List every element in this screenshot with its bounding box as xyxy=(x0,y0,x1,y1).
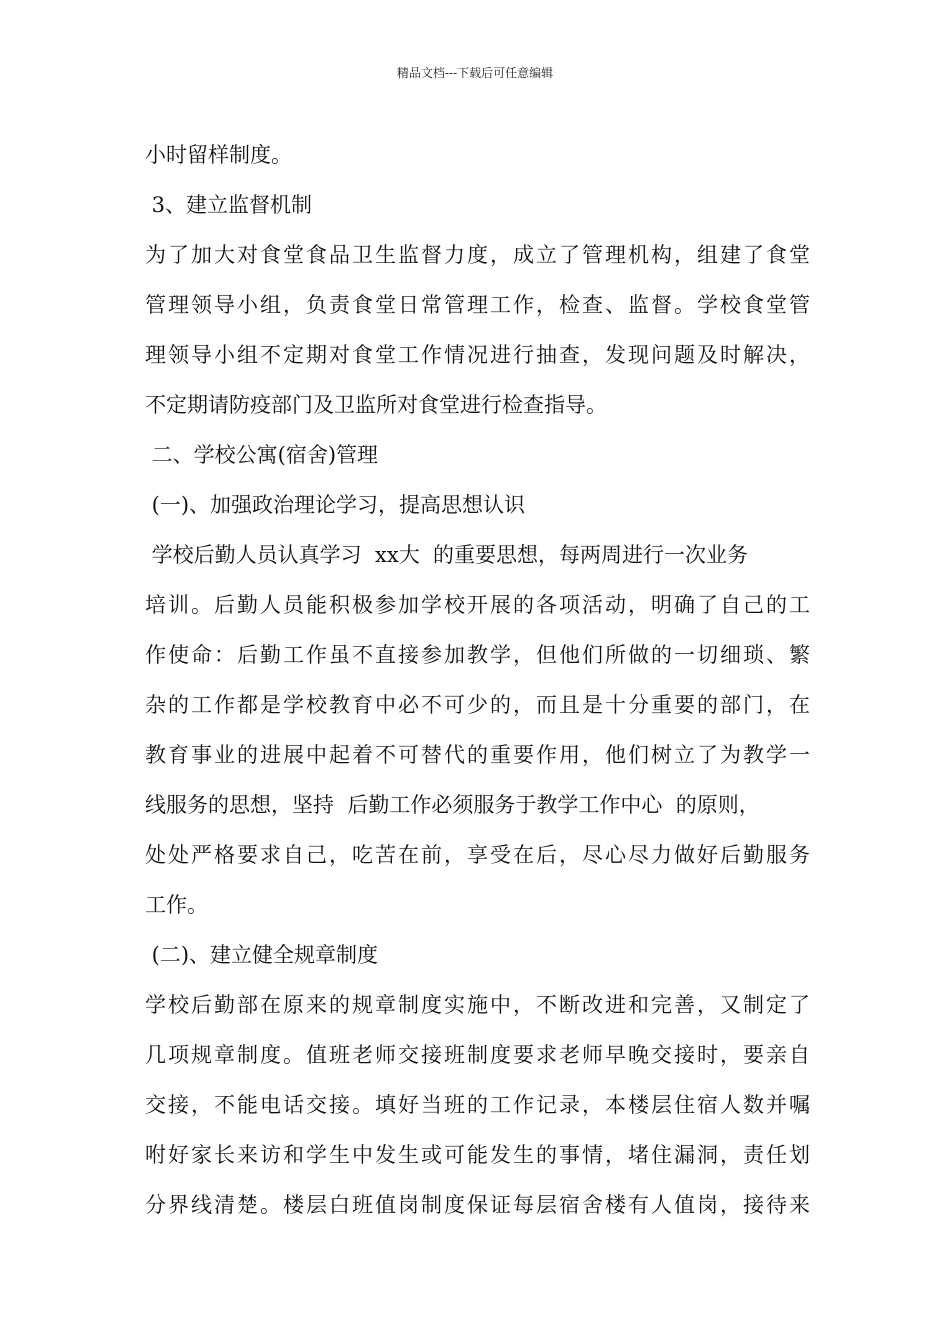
text-line: 培训。后勤人员能积极参加学校开展的各项活动，明确了自己的工 xyxy=(145,593,810,617)
section-heading: (一)、加强政治理论学习，提高思想认识 xyxy=(145,493,526,517)
text-line: 理领导小组不定期对食堂工作情况进行抽查，发现问题及时解决， xyxy=(145,343,810,367)
document-body xyxy=(145,130,810,1230)
text-line: 为了加大对食堂食品卫生监督力度，成立了管理机构，组建了食堂 xyxy=(145,243,810,267)
text-line: 杂的工作都是学校教育中必不可少的，而且是十分重要的部门，在 xyxy=(145,693,810,717)
text-line: 咐好家长来访和学生中发生或可能发生的事情，堵住漏洞，责任划 xyxy=(145,1143,810,1167)
text-line: 管理领导小组，负责食堂日常管理工作，检查、监督。学校食堂管 xyxy=(145,293,810,317)
text-line: 作使命：后勤工作虽不直接参加教学，但他们所做的一切细琐、繁 xyxy=(145,643,810,667)
text-line: 学校后勤人员认真学习 xx大 的重要思想，每两周进行一次业务 xyxy=(145,543,749,567)
text-line: 处处严格要求自己，吃苦在前，享受在后，尽心尽力做好后勤服务 xyxy=(145,843,810,867)
text-line: 小时留样制度。 xyxy=(145,143,292,167)
section-heading: 3、建立监督机制 xyxy=(145,193,313,217)
section-heading: 二、学校公寓(宿舍)管理 xyxy=(145,443,379,467)
text-line: 教育事业的进展中起着不可替代的重要作用，他们树立了为教学一 xyxy=(145,743,810,767)
text-line: 几项规章制度。值班老师交接班制度要求老师早晚交接时，要亲自 xyxy=(145,1043,810,1067)
text-line: 学校后勤部在原来的规章制度实施中，不断改进和完善，又制定了 xyxy=(145,993,810,1017)
text-line: 不定期请防疫部门及卫监所对食堂进行检查指导。 xyxy=(145,393,607,417)
section-heading: (二)、建立健全规章制度 xyxy=(145,943,379,967)
text-line: 分界线清楚。楼层白班值岗制度保证每层宿舍楼有人值岗，接待来 xyxy=(145,1193,810,1217)
text-line: 工作。 xyxy=(145,893,208,917)
text-line: 交接，不能电话交接。填好当班的工作记录，本楼层住宿人数并嘱 xyxy=(145,1093,810,1117)
page-header: 精品文档---下载后可任意编辑 xyxy=(396,66,554,80)
text-line: 线服务的思想，坚持 后勤工作必须服务于教学工作中心 的原则， xyxy=(145,793,760,817)
